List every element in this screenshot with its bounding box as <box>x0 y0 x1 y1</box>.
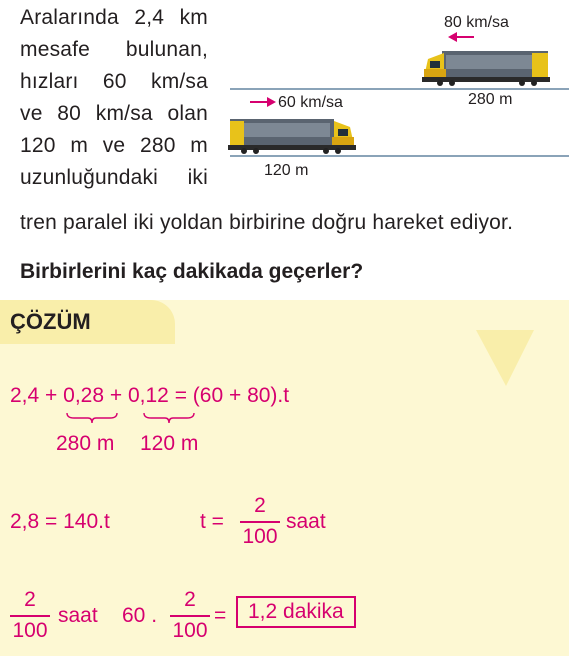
equation-3-equals: = <box>214 604 227 627</box>
speech-pointer <box>476 330 534 386</box>
result-box: 1,2 dakika <box>236 596 356 628</box>
track-top <box>230 88 569 90</box>
arrow-left-icon <box>448 32 474 42</box>
problem-line: ve 80 km/sa olan <box>20 102 208 125</box>
equation-3-unit: saat <box>58 604 98 627</box>
arrow-right-icon <box>250 97 276 107</box>
fraction-numerator: 2 <box>24 588 36 611</box>
fraction-3a <box>10 588 50 643</box>
fraction-numerator: 2 <box>184 588 196 611</box>
equation-1 <box>10 384 289 408</box>
problem-line: 120 m ve 280 m <box>20 134 208 157</box>
problem-line: mesafe bulunan, <box>20 38 208 61</box>
fraction-denominator: 100 <box>172 618 208 642</box>
eq1-part-d: 0,12 <box>127 384 169 407</box>
fraction-denominator: 100 <box>242 524 278 548</box>
eq1-part-c: + <box>109 384 123 407</box>
train-bottom-icon <box>228 113 356 155</box>
train-top-icon <box>422 45 552 87</box>
label-120m: 120 m <box>140 432 199 455</box>
solution-title: ÇÖZÜM <box>10 309 91 334</box>
equation-2-left: 2,8 = 140.t <box>10 510 110 533</box>
problem-line: uzunluğundaki iki <box>20 166 208 189</box>
solution-tab <box>0 300 175 344</box>
question-text: Birbirlerini kaç dakikada geçerler? <box>20 260 364 283</box>
fraction-denominator: 100 <box>12 618 48 642</box>
equation-2-unit: saat <box>286 510 326 533</box>
equation-3-mult: 60 . <box>122 604 158 627</box>
underbrace-b <box>66 412 118 424</box>
eq1-part-a: 2,4 + <box>10 384 58 407</box>
train-top-length: 280 m <box>468 91 513 108</box>
problem-text-block <box>20 2 208 194</box>
problem-line: Aralarında 2,4 km <box>20 6 208 29</box>
train-bottom-length: 120 m <box>264 162 309 179</box>
fraction-3b <box>170 588 210 643</box>
train-bottom-speed: 60 km/sa <box>278 94 343 111</box>
eq1-part-e: = (60 + 80).t <box>174 384 290 407</box>
problem-last-line: tren paralel iki yoldan birbirine doğru hareket ediyor. <box>20 211 514 234</box>
fraction-2-100 <box>240 494 280 549</box>
label-280m: 280 m <box>56 432 115 455</box>
eq1-part-b: 0,28 <box>63 384 105 407</box>
equation-2-t: t = <box>200 510 224 533</box>
fraction-numerator: 2 <box>254 494 266 517</box>
track-bottom <box>230 155 569 157</box>
underbrace-d <box>143 412 195 424</box>
problem-line: hızları 60 km/sa <box>20 70 208 93</box>
trains-figure <box>220 0 569 190</box>
train-top-speed: 80 km/sa <box>444 14 509 31</box>
